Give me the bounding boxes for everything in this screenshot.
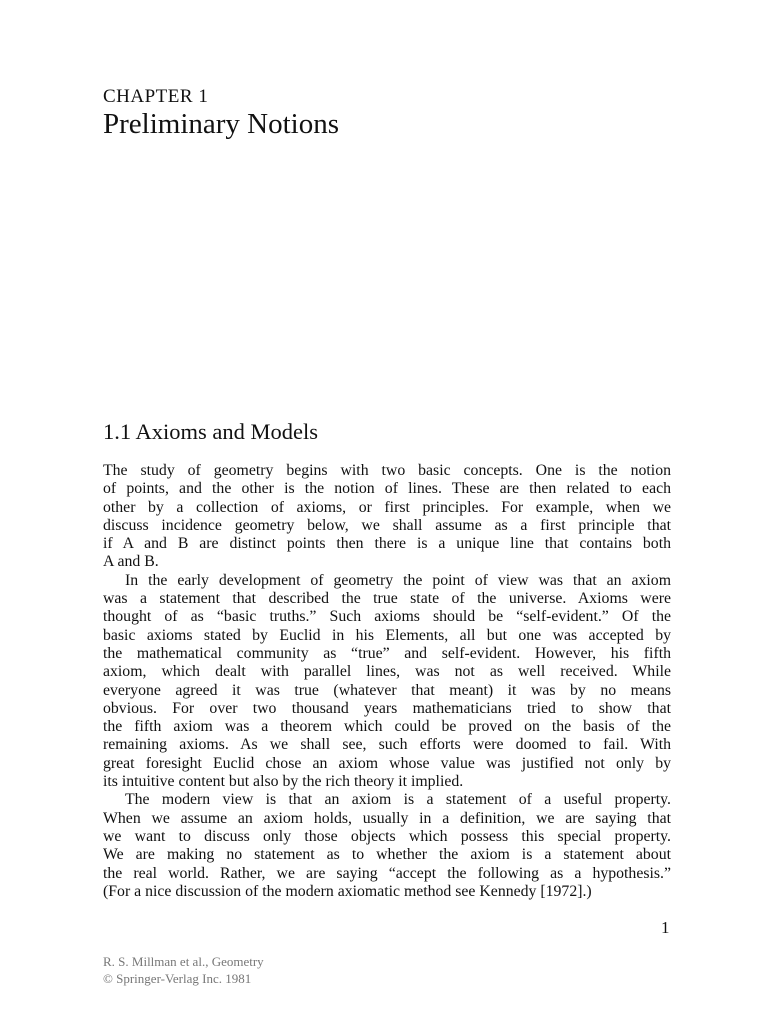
text-line: basic axioms stated by Euclid in his Elements, all but one was accepted by [103, 626, 671, 644]
text-line: the real world. Rather, we are saying “accept the following as a hypothesis.” [103, 864, 671, 882]
paragraph-3 [103, 791, 671, 901]
text-line: discuss incidence geometry below, we shall assume as a first principle that [103, 516, 671, 534]
text-line: The study of geometry begins with two basic concepts. One is the notion [103, 462, 671, 479]
text-line: of points, and the other is the notion of lines. These are then related to each [103, 480, 671, 498]
paragraph-2 [103, 572, 671, 792]
text-line: We are making no statement as to whether the axiom is a statement about [103, 846, 671, 864]
footer-copyright: © Springer-Verlag Inc. 1981 [103, 971, 252, 986]
text-line: if A and B are distinct points then there is a unique line that contains both [103, 535, 671, 553]
chapter-title: Preliminary Notions [103, 108, 340, 140]
text-line: the mathematical community as “true” and self-evident. However, his fifth [103, 644, 671, 662]
text-line: was a statement that described the true state of the universe. Axioms were [103, 590, 671, 608]
section-heading: 1.1 Axioms and Models [103, 419, 319, 444]
text-line: When we assume an axiom holds, usually in a definition, we are saying that [103, 809, 671, 827]
text-line: A and B. [103, 553, 159, 571]
footer [103, 953, 264, 987]
text-line: other by a collection of axioms, or first principles. For example, when we [103, 498, 671, 516]
paragraph-1 [103, 462, 671, 572]
text-line: In the early development of geometry the point of view was that an axiom [125, 571, 671, 589]
text-line: great foresight Euclid chose an axiom whose value was justified not only by [103, 754, 671, 772]
text-line: axiom, which dealt with parallel lines, was not as well received. While [103, 663, 671, 681]
text-line: remaining axioms. As we shall see, such efforts were doomed to fail. With [103, 736, 671, 754]
text-line: The modern view is that an axiom is a statement of a useful property. [125, 791, 671, 809]
body-text [103, 462, 671, 901]
chapter-label: CHAPTER 1 [103, 86, 209, 107]
text-line: the fifth axiom was a theorem which could be proved on the basis of the [103, 718, 671, 736]
text-line: obvious. For over two thousand years mathematicians tried to show that [103, 699, 671, 717]
text-line: (For a nice discussion of the modern axiomatic method see Kennedy [1972].) [103, 882, 592, 900]
text-line: everyone agreed it was true (whatever that meant) it was by no means [103, 681, 671, 699]
text-line: thought of as “basic truths.” Such axioms should be “self-evident.” Of the [103, 608, 671, 626]
text-line: its intuitive content but also by the rich theory it implied. [103, 773, 464, 791]
page-number: 1 [661, 918, 670, 937]
footer-citation: R. S. Millman et al., Geometry [103, 954, 264, 969]
text-line: we want to discuss only those objects which possess this special property. [103, 827, 671, 845]
